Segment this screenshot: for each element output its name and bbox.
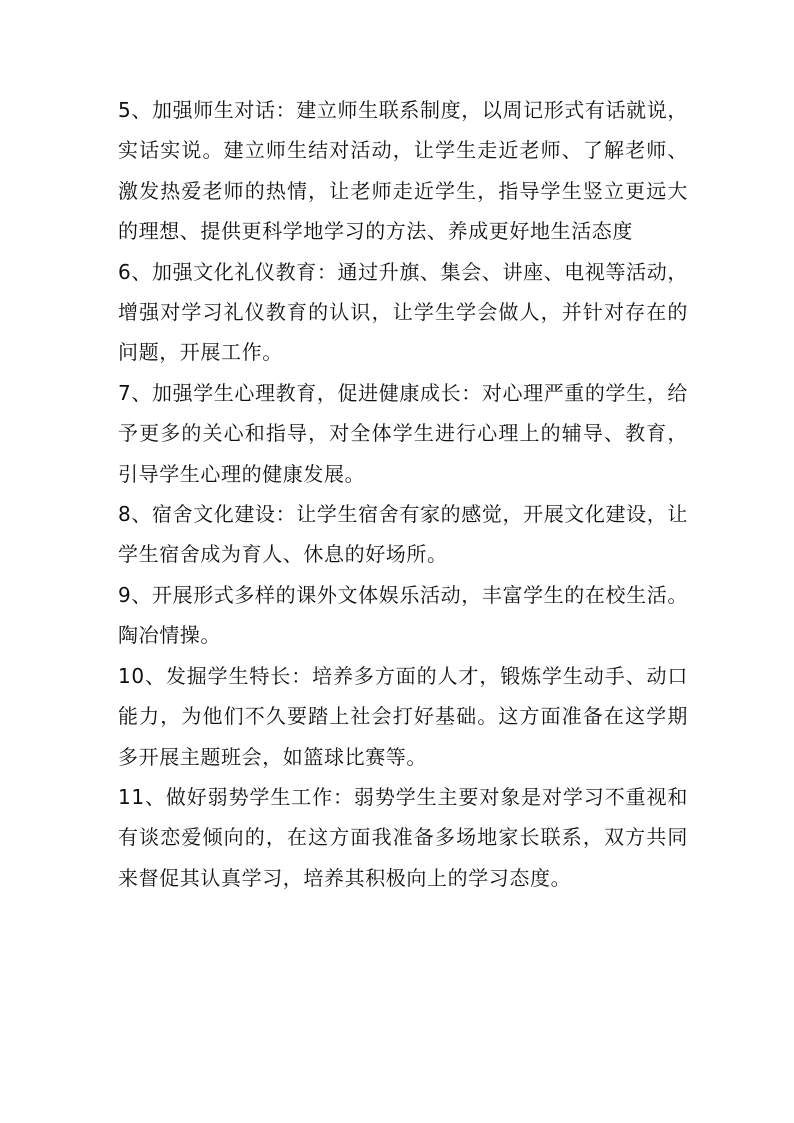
paragraph-item-7: 7、加强学生心理教育，促进健康成长：对心理严重的学生，给予更多的关心和指导，对全体学生进行心理上的辅导、教育，引导学生心理的健康发展。 (118, 380, 688, 486)
document-body (118, 90, 688, 898)
paragraph-item-8: 8、宿舍文化建设：让学生宿舍有家的感觉，开展文化建设，让学生宿舍成为育人、休息的好场所。 (118, 502, 688, 567)
paragraph-item-11: 11、做好弱势学生工作：弱势学生主要对象是对学习不重视和有谈恋爱倾向的，在这方面我准备多场地家长联系，双方共同来督促其认真学习，培养其积极向上的学习态度。 (118, 784, 688, 890)
paragraph-item-5: 5、加强师生对话：建立师生联系制度，以周记形式有话就说，实话实说。建立师生结对活动，让学生走近老师、了解老师、激发热爱老师的热情，让老师走近学生，指导学生竖立更远大的理想、提供更科学地学习的方法、养成更好地生活态度 (118, 98, 688, 244)
paragraph-item-9: 9、开展形式多样的课外文体娱乐活动，丰富学生的在校生活。陶冶情操。 (118, 582, 688, 648)
paragraph-item-10: 10、发掘学生特长：培养多方面的人才，锻炼学生动手、动口能力，为他们不久要踏上社会打好基础。这方面准备在这学期多开展主题班会，如篮球比赛等。 (118, 663, 688, 769)
paragraph-item-6: 6、加强文化礼仪教育：通过升旗、集会、讲座、电视等活动，增强对学习礼仪教育的认识，让学生学会做人，并针对存在的问题，开展工作。 (118, 259, 688, 365)
